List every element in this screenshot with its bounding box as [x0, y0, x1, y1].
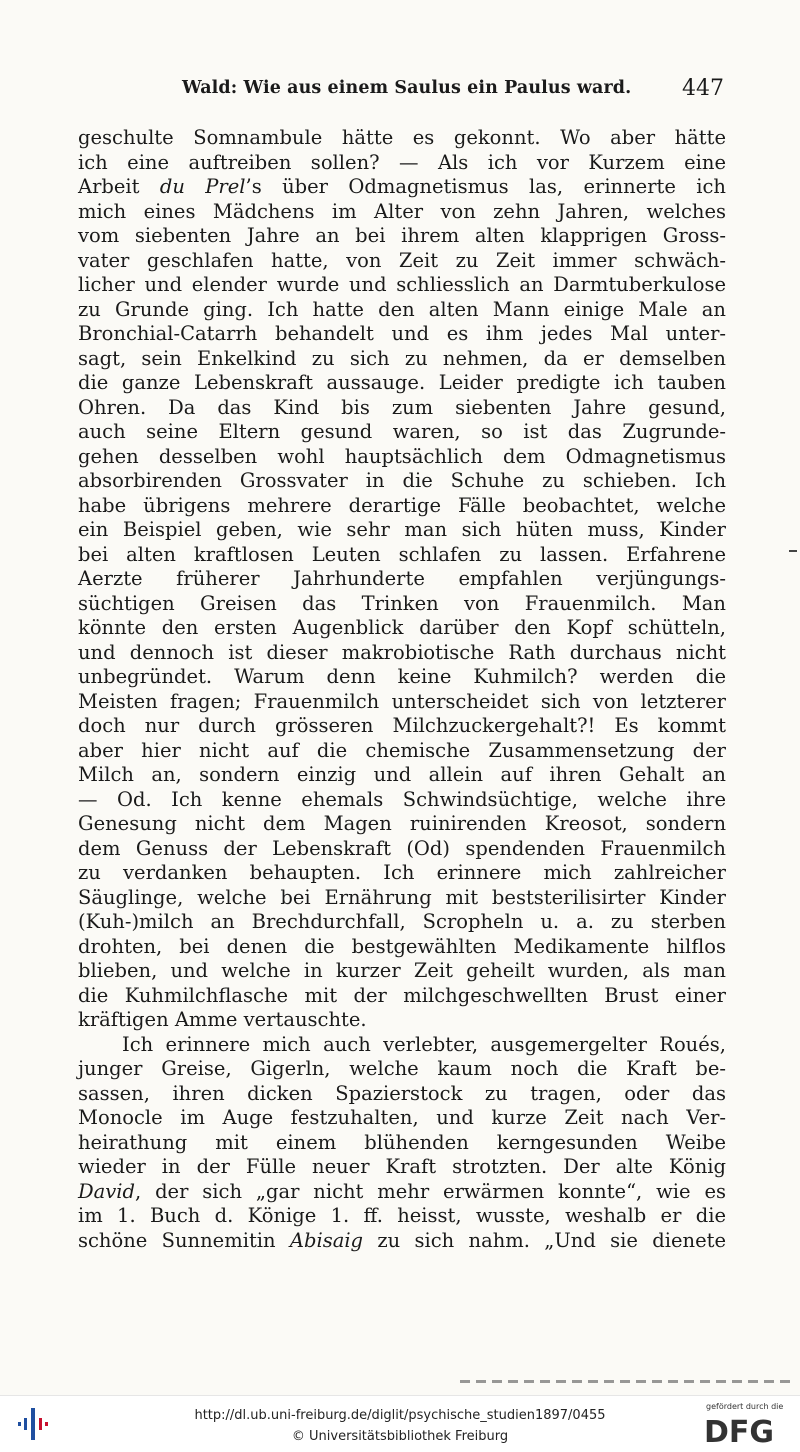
text-line: Meisten fragen; Frauenmilch unterscheidet sich von letzterer	[78, 689, 726, 713]
text-line: zu Grunde ging. Ich hatte den alten Mann einige Male an	[78, 297, 726, 321]
text-line: die ganze Lebenskraft aussauge. Leider predigte ich tauben	[78, 371, 726, 394]
emphasis-name: Abisaig	[289, 1228, 364, 1252]
text-line: heirathung mit einem blühenden kerngesunden Weibe	[78, 1130, 726, 1154]
footer	[0, 1395, 800, 1452]
text-line: im 1. Buch d. Könige 1. ff. heisst, wusste, weshalb er die	[78, 1204, 726, 1227]
text-line: Aerzte früherer Jahrhunderte empfahlen verjüngungs-	[78, 567, 726, 590]
text-run: ’s über Odmagnetismus las, erinnerte ich	[245, 175, 726, 198]
text-line: gehen desselben wohl hauptsächlich dem Odmagnetismus	[78, 444, 726, 468]
text-line: die Kuhmilchflasche mit der milchgeschwellten Brust einer	[78, 983, 726, 1007]
text-line: — Od. Ich kenne ehemals Schwindsüchtige, welche ihre	[78, 787, 726, 811]
text-line: sassen, ihren dicken Spazierstock zu tragen, oder das	[78, 1081, 726, 1105]
text-line: Monocle im Auge festzuhalten, und kurze Zeit nach Ver-	[78, 1106, 726, 1129]
running-head	[78, 74, 726, 108]
dfg-tagline: gefördert durch die	[706, 1402, 784, 1411]
emphasis-name: David	[78, 1179, 135, 1203]
text-run: Arbeit	[78, 175, 160, 198]
dfg-logo-text: DFG	[704, 1415, 775, 1450]
margin-mark	[789, 550, 797, 552]
text-line: bei alten kraftlosen Leuten schlafen zu lassen. Erfahrene	[78, 542, 726, 566]
scan-artifact	[460, 1380, 790, 1383]
text-line: unbegründet. Warum denn keine Kuhmilch? werden die	[78, 665, 726, 688]
text-line: licher und elender wurde und schliesslich an Darmtuberkulose	[78, 273, 726, 296]
text-line: blieben, und welche in kurzer Zeit geheilt wurden, als man	[78, 959, 726, 982]
text-line: sagt, sein Enkelkind zu sich zu nehmen, da er demselben	[78, 346, 726, 370]
text-line	[78, 1229, 726, 1254]
text-line: Säuglinge, welche bei Ernährung mit beststerilisirter Kinder	[78, 885, 726, 909]
dfg-logo[interactable]	[704, 1400, 794, 1450]
text-line: aber hier nicht auf die chemische Zusammensetzung der	[78, 738, 726, 762]
text-line: ein Beispiel geben, wie sehr man sich hüten muss, Kinder	[78, 518, 726, 541]
text-line: doch nur durch grösseren Milchzuckergehalt?! Es kommt	[78, 714, 726, 737]
text-line: (Kuh-)milch an Brechdurchfall, Scropheln u. a. zu sterben	[78, 910, 726, 933]
text-line	[78, 1180, 726, 1205]
text-line: auch seine Eltern gesund waren, so ist das Zugrunde-	[78, 420, 726, 443]
text-line: kräftigen Amme vertauschte.	[78, 1008, 367, 1031]
text-line: könnte den ersten Augenblick darüber den Kopf schütteln,	[78, 616, 726, 639]
text-run: , der sich „gar nicht mehr erwärmen konnte“, wie es	[135, 1179, 726, 1203]
text-line: Ohren. Da das Kind bis zum siebenten Jahre gesund,	[78, 395, 726, 419]
text-line: drohten, bei denen die bestgewählten Medikamente hilflos	[78, 934, 726, 958]
text-line: vater geschlafen hatte, von Zeit zu Zeit immer schwäch-	[78, 248, 726, 272]
text-line: dem Genuss der Lebenskraft (Od) spendenden Frauenmilch	[78, 836, 726, 860]
text-line: absorbirenden Grossvater in die Schuhe zu schieben. Ich	[78, 469, 726, 492]
text-line: zu verdanken behaupten. Ich erinnere mich zahlreicher	[78, 861, 726, 884]
body-text	[78, 126, 726, 1253]
footer-copyright: © Universitätsbibliothek Freiburg	[291, 1429, 509, 1444]
text-line: vom siebenten Jahre an bei ihrem alten klapprigen Gross-	[78, 224, 726, 247]
text-line: wieder in der Fülle neuer Kraft strotzten. Der alte König	[78, 1155, 726, 1178]
text-run: zu sich nahm. „Und sie dienete	[363, 1228, 726, 1252]
text-line: mich eines Mädchens im Alter von zehn Jahren, welches	[78, 199, 726, 223]
text-line: ich eine auftreiben sollen? — Als ich vor Kurzem eine	[78, 150, 726, 174]
footer-url[interactable]: http://dl.ub.uni-freiburg.de/diglit/psychische_studien1897/0455	[194, 1408, 606, 1423]
text-line: Bronchial-Catarrh behandelt und es ihm jedes Mal unter-	[78, 322, 726, 345]
text-line: Milch an, sondern einzig und allein auf ihren Gehalt an	[78, 763, 726, 786]
running-head-title: Wald: Wie aus einem Saulus ein Paulus ward.	[182, 78, 632, 98]
text-line: habe übrigens mehrere derartige Fälle beobachtet, welche	[78, 493, 726, 517]
emphasis-name: du Prel	[159, 175, 246, 198]
text-line: junger Greise, Gigerln, welche kaum noch die Kraft be-	[78, 1057, 726, 1080]
text-line: Genesung nicht dem Magen ruinirenden Kreosot, sondern	[78, 812, 726, 835]
text-line: Ich erinnere mich auch verlebter, ausgemergelter Roués,	[122, 1032, 726, 1056]
text-line: und dennoch ist dieser makrobiotische Rath durchaus nicht	[78, 640, 726, 664]
page-number: 447	[682, 76, 724, 101]
text-line: süchtigen Greisen das Trinken von Frauenmilch. Man	[78, 591, 726, 615]
text-line: geschulte Somnambule hätte es gekonnt. Wo aber hätte	[78, 126, 726, 149]
text-run: schöne Sunnemitin	[78, 1228, 290, 1252]
text-line	[78, 175, 726, 200]
